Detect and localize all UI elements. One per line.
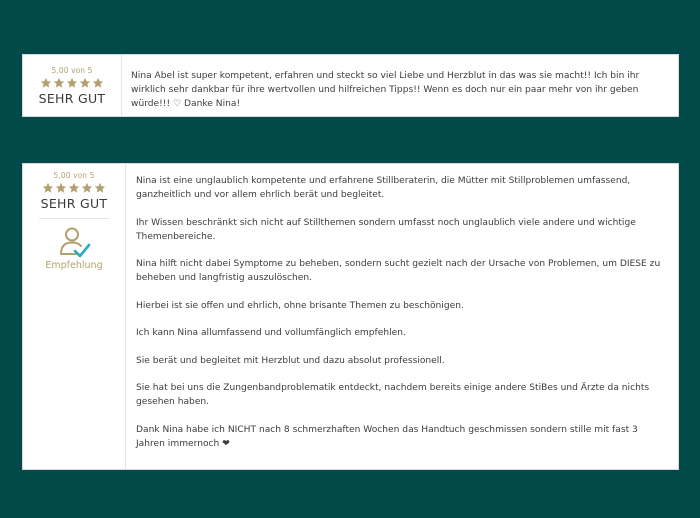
- star-icon: [81, 182, 93, 194]
- recommendation-label: Empfehlung: [45, 260, 103, 271]
- rating-score: 5,00 von 5: [51, 66, 93, 75]
- review-card: [22, 54, 679, 117]
- review-text: [126, 164, 678, 469]
- review-paragraph: Ich kann Nina allumfassend und vollumfänglich empfehlen.: [136, 328, 406, 338]
- star-icon: [40, 77, 52, 89]
- review-card: [22, 163, 679, 470]
- review-paragraph: Nina hilft nicht dabei Symptome zu beheben, sondern sucht gezielt nach der Ursache von Problemen, um DIESE zu beheben und langfristig auszulöschen.: [136, 259, 661, 283]
- review-paragraph: Sie berät und begleitet mit Herzblut und dazu absolut professionell.: [136, 355, 445, 366]
- star-icon: [53, 77, 65, 89]
- star-rating: [40, 77, 104, 89]
- star-icon: [66, 77, 78, 89]
- divider: [39, 218, 109, 219]
- review-paragraph: Sie hat bei uns die Zungenbandproblematik entdeckt, nachdem bereits einige andere StiBes und Ärzte da nichts gesehen haben.: [136, 383, 650, 407]
- rating-summary: [23, 55, 122, 116]
- star-icon: [79, 77, 91, 89]
- review-paragraph: Nina Abel ist super kompetent, erfahren und steckt so viel Liebe und Herzblut in das was sie macht!! Ich bin ihr wirklich sehr dankbar für ihre wertvollen und hilfreichen Tipps!! Wenn es doch nur ein paar mehr von ihr geben würde!!! ♡ Danke Nina!: [131, 71, 640, 109]
- user-check-icon: [57, 225, 91, 259]
- star-icon: [92, 77, 104, 89]
- review-paragraph: Dank Nina habe ich NICHT nach 8 schmerzhaften Wochen das Handtuch geschmissen sondern stille mit fast 3 Jahren immernoch ❤: [136, 424, 638, 449]
- rating-summary: [23, 164, 126, 469]
- star-icon: [68, 182, 80, 194]
- review-paragraph: Nina ist eine unglaublich kompetente und erfahrene Stillberaterin, die Mütter mit Stillproblemen umfassend, ganzheitlich und vor allem ehrlich berät und begleitet.: [136, 176, 631, 200]
- review-paragraph: Ihr Wissen beschränkt sich nicht auf Stillthemen sondern umfasst noch unglaublich viele andere und wichtige Themenbereiche.: [136, 217, 636, 242]
- star-rating: [42, 182, 106, 194]
- rating-grade: SEHR GUT: [40, 196, 108, 211]
- review-paragraph: Hierbei ist sie offen und ehrlich, ohne brisante Themen zu beschönigen.: [136, 300, 464, 311]
- star-icon: [55, 182, 67, 194]
- rating-score: 5,00 von 5: [53, 171, 95, 180]
- review-text: [122, 55, 678, 116]
- star-icon: [94, 182, 106, 194]
- star-icon: [42, 182, 54, 194]
- rating-grade: SEHR GUT: [38, 91, 106, 106]
